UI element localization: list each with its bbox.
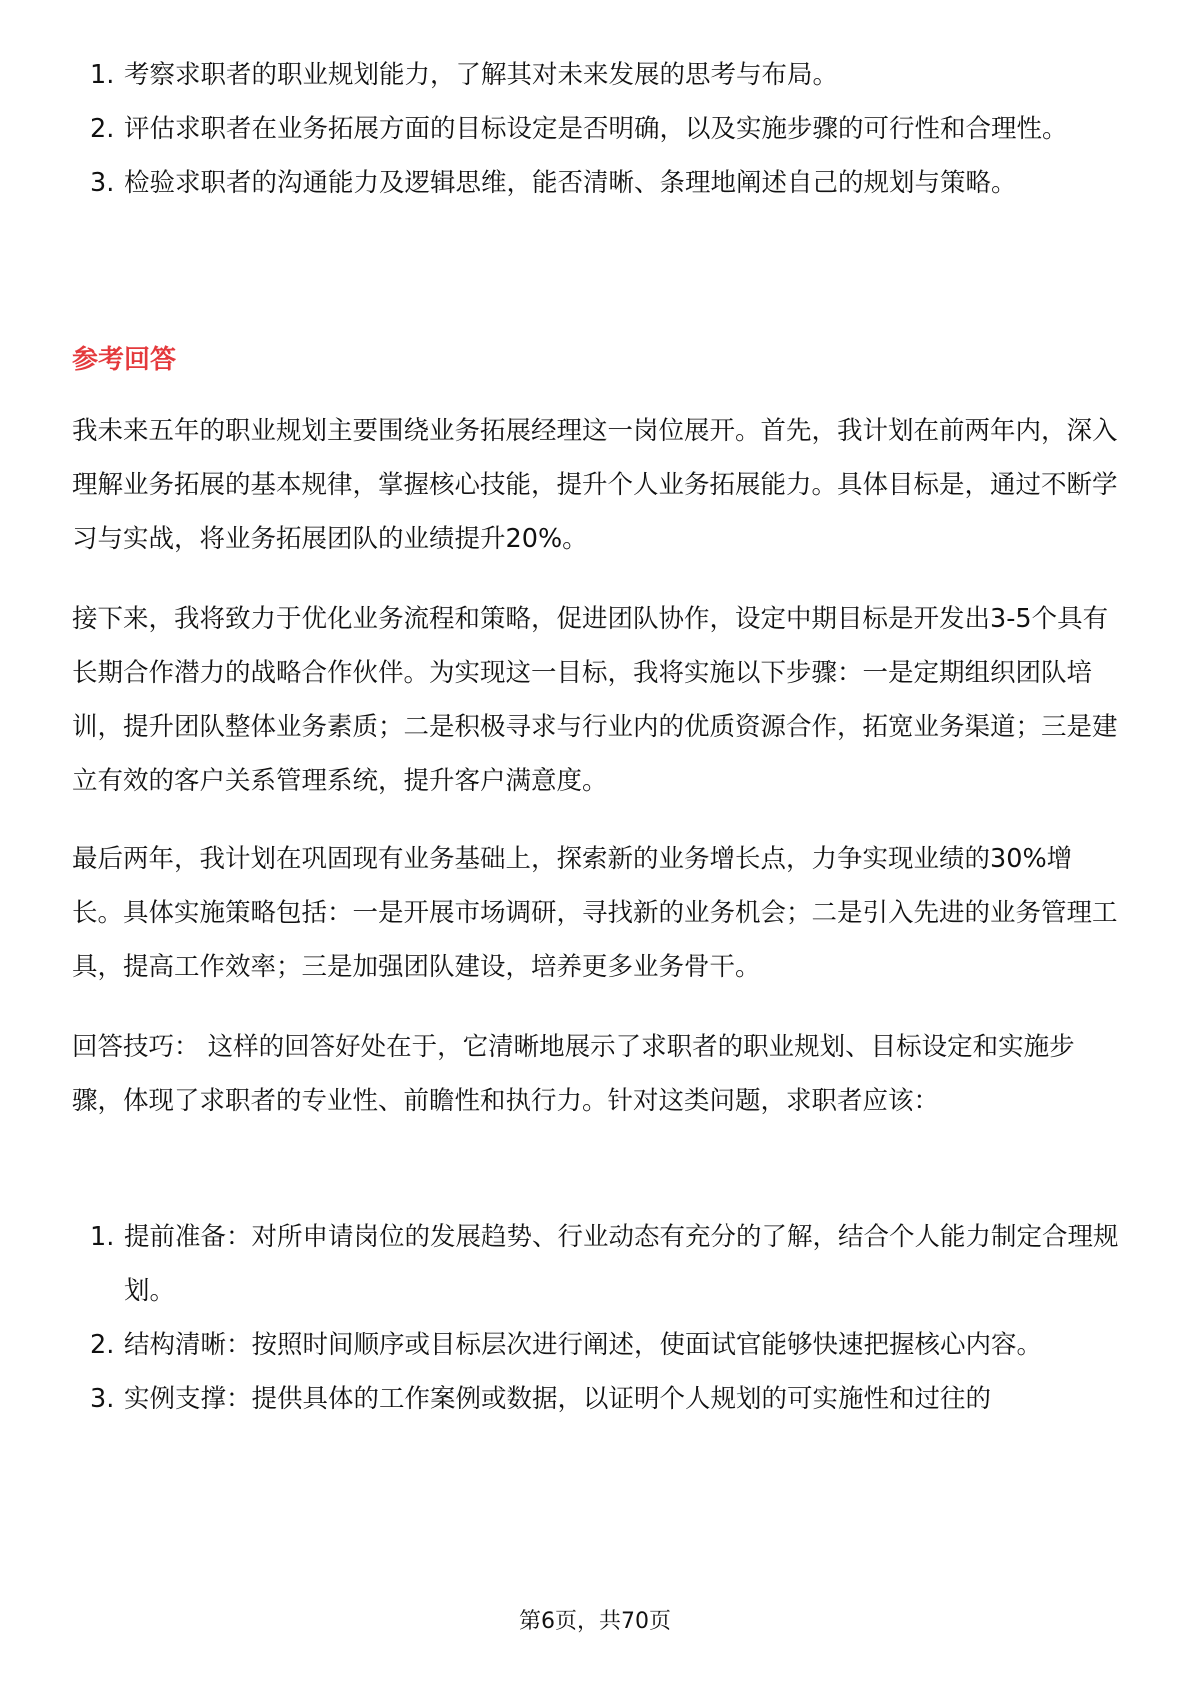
list-item: 3. 检验求职者的沟通能力及逻辑思维，能否清晰、条理地阐述自己的规划与策略。 bbox=[90, 168, 1017, 198]
paragraph: 我未来五年的职业规划主要围绕业务拓展经理这一岗位展开。首先，我计划在前两年内，深入理解业务拓展的基本规律，掌握核心技能，提升个人业务拓展能力。具体目标是，通过不断学习与实战，将业务拓展团队的业绩提升20%。 bbox=[72, 416, 1118, 554]
list-item: 2. 评估求职者在业务拓展方面的目标设定是否明确，以及实施步骤的可行性和合理性。 bbox=[90, 114, 1068, 144]
list-item: 3. 实例支撑：提供具体的工作案例或数据，以证明个人规划的可实施性和过往的 bbox=[90, 1384, 992, 1414]
tips-list bbox=[72, 1210, 1122, 1426]
list-item: 1. 提前准备：对所申请岗位的发展趋势、行业动态有充分的了解，结合个人能力制定合理规划。 bbox=[90, 1222, 1119, 1306]
page-number: 第6页，共70页 bbox=[519, 1609, 671, 1634]
list-item-text: 考察求职者的职业规划能力，了解其对未来发展的思考与布局。 bbox=[124, 60, 839, 90]
section-heading: 参考回答 bbox=[72, 345, 177, 375]
list-item-text: 评估求职者在业务拓展方面的目标设定是否明确，以及实施步骤的可行性和合理性。 bbox=[124, 114, 1068, 144]
list-item-text: 检验求职者的沟通能力及逻辑思维，能否清晰、条理地阐述自己的规划与策略。 bbox=[124, 168, 1017, 198]
paragraph: 最后两年，我计划在巩固现有业务基础上，探索新的业务增长点，力争实现业绩的30%增长。具体实施策略包括：一是开展市场调研，寻找新的业务机会；二是引入先进的业务管理工具，提高工作效率；三是加强团队建设，培养更多业务骨干。 bbox=[72, 844, 1118, 982]
criteria-list bbox=[72, 48, 1122, 210]
list-item-text: 结构清晰：按照时间顺序或目标层次进行阐述，使面试官能够快速把握核心内容。 bbox=[124, 1330, 1043, 1360]
paragraph: 回答技巧： 这样的回答好处在于，它清晰地展示了求职者的职业规划、目标设定和实施步骤，体现了求职者的专业性、前瞻性和执行力。针对这类问题，求职者应该： bbox=[72, 1032, 1075, 1116]
list-item: 2. 结构清晰：按照时间顺序或目标层次进行阐述，使面试官能够快速把握核心内容。 bbox=[90, 1330, 1043, 1360]
list-item-text: 提前准备：对所申请岗位的发展趋势、行业动态有充分的了解，结合个人能力制定合理规划。 bbox=[124, 1222, 1119, 1306]
list-item: 1. 考察求职者的职业规划能力，了解其对未来发展的思考与布局。 bbox=[90, 60, 839, 90]
list-item-text: 实例支撑：提供具体的工作案例或数据，以证明个人规划的可实施性和过往的 bbox=[124, 1384, 992, 1414]
paragraph: 接下来，我将致力于优化业务流程和策略，促进团队协作，设定中期目标是开发出3-5个具有长期合作潜力的战略合作伙伴。为实现这一目标，我将实施以下步骤：一是定期组织团队培训，提升团队整体业务素质；二是积极寻求与行业内的优质资源合作，拓宽业务渠道；三是建立有效的客户关系管理系统，提升客户满意度。 bbox=[72, 604, 1118, 796]
